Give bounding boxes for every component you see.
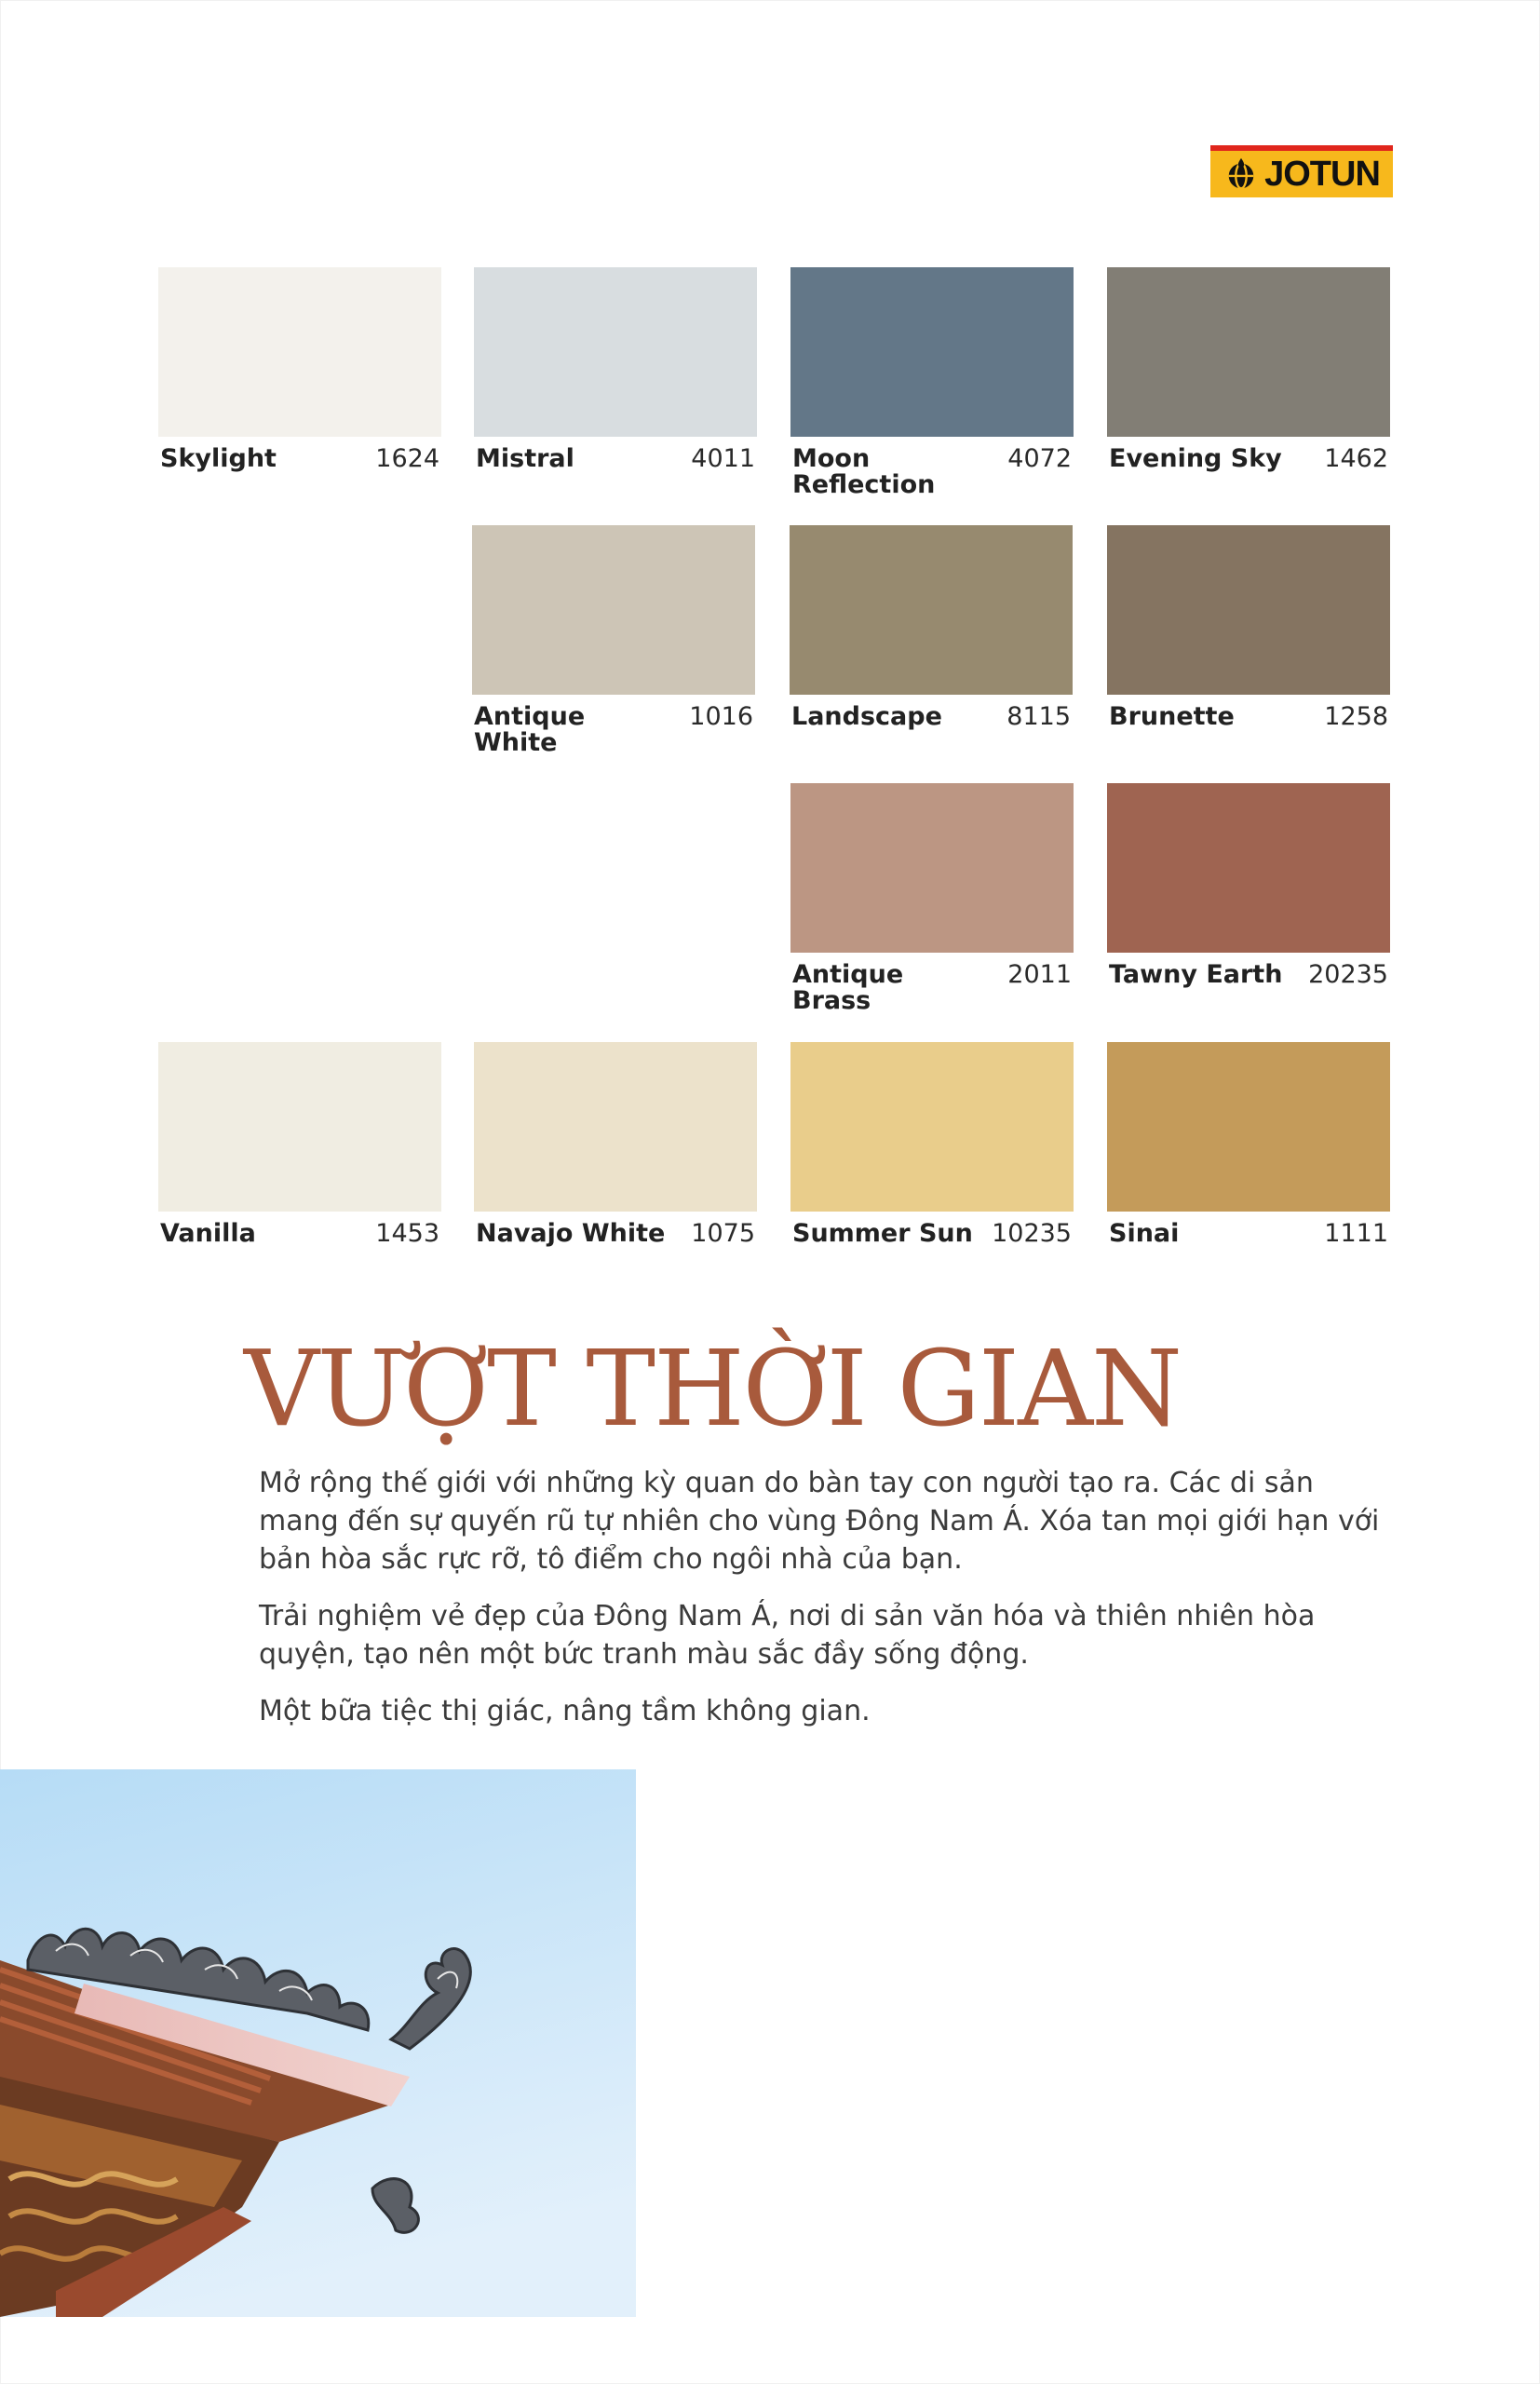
swatch-code: 1075 [691, 1219, 755, 1248]
swatch-code: 2011 [1007, 960, 1072, 989]
swatch-antique-brass [790, 783, 1074, 1014]
swatch-evening-sky [1107, 267, 1390, 472]
swatch-chip [790, 1042, 1074, 1212]
swatch-name: Landscape [791, 702, 942, 731]
swatch-chip [158, 1042, 441, 1212]
swatch-chip [472, 525, 755, 695]
swatch-code: 20235 [1308, 960, 1388, 989]
temple-roof-photo [0, 1769, 636, 2317]
swatch-sinai [1107, 1042, 1390, 1247]
swatch-code: 4072 [1007, 444, 1072, 473]
swatch-code: 4011 [691, 444, 755, 473]
swatch-name: Evening Sky [1109, 444, 1282, 473]
swatch-chip [474, 267, 757, 437]
swatch-chip [790, 525, 1073, 695]
swatch-summer-sun [790, 1042, 1074, 1247]
swatch-name: Antique White [474, 702, 586, 757]
swatch-code: 1111 [1324, 1219, 1388, 1248]
swatch-moon-reflection [790, 267, 1074, 498]
swatch-code: 8115 [1006, 702, 1071, 731]
swatch-antique-white [472, 525, 755, 756]
swatch-chip [1107, 267, 1390, 437]
swatch-code: 1016 [689, 702, 753, 731]
swatch-tawny-earth [1107, 783, 1390, 988]
swatch-chip [1107, 1042, 1390, 1212]
swatch-code: 1453 [375, 1219, 439, 1248]
swatch-name: Sinai [1109, 1219, 1180, 1248]
swatch-chip [158, 267, 441, 437]
swatch-brunette [1107, 525, 1390, 730]
swatch-code: 1258 [1324, 702, 1388, 731]
swatch-name: Tawny Earth [1109, 960, 1283, 989]
swatch-chip [790, 267, 1074, 437]
globe-drop-icon [1223, 156, 1259, 192]
swatch-vanilla [158, 1042, 441, 1247]
swatch-name: Navajo White [476, 1219, 666, 1248]
swatch-landscape [790, 525, 1073, 730]
swatch-code: 1624 [375, 444, 439, 473]
body-text [259, 1464, 1395, 1749]
swatch-name: Mistral [476, 444, 574, 473]
swatch-name: Brunette [1109, 702, 1235, 731]
paragraph: Mở rộng thế giới với những kỳ quan do bàn tay con người tạo ra. Các di sản mang đến sự quyến rũ tự nhiên cho vùng Đông Nam Á. Xóa tan mọi giới hạn với bản hòa sắc rực rỡ, tô điểm cho ngôi nhà của bạn. [259, 1467, 1380, 1576]
swatch-navajo-white [474, 1042, 757, 1247]
logo-text: JOTUN [1264, 155, 1380, 194]
swatch-code: 10235 [992, 1219, 1072, 1248]
swatch-name: Antique Brass [792, 960, 904, 1015]
swatch-name: Moon Reflection [792, 444, 936, 499]
swatch-chip [790, 783, 1074, 953]
swatch-chip [1107, 783, 1390, 953]
paragraph: Trải nghiệm vẻ đẹp của Đông Nam Á, nơi di sản văn hóa và thiên nhiên hòa quyện, tạo nên một bức tranh màu sắc đầy sống động. [259, 1600, 1316, 1671]
swatch-chip [1107, 525, 1390, 695]
swatch-name: Summer Sun [792, 1219, 973, 1248]
swatch-name: Skylight [160, 444, 277, 473]
swatch-chip [474, 1042, 757, 1212]
page-title: VƯỢT THỜI GIAN [244, 1329, 1182, 1450]
swatch-mistral [474, 267, 757, 472]
paragraph: Một bữa tiệc thị giác, nâng tầm không gian. [259, 1695, 871, 1727]
swatch-name: Vanilla [160, 1219, 256, 1248]
swatch-skylight [158, 267, 441, 472]
jotun-logo [1210, 145, 1393, 197]
swatch-code: 1462 [1324, 444, 1388, 473]
